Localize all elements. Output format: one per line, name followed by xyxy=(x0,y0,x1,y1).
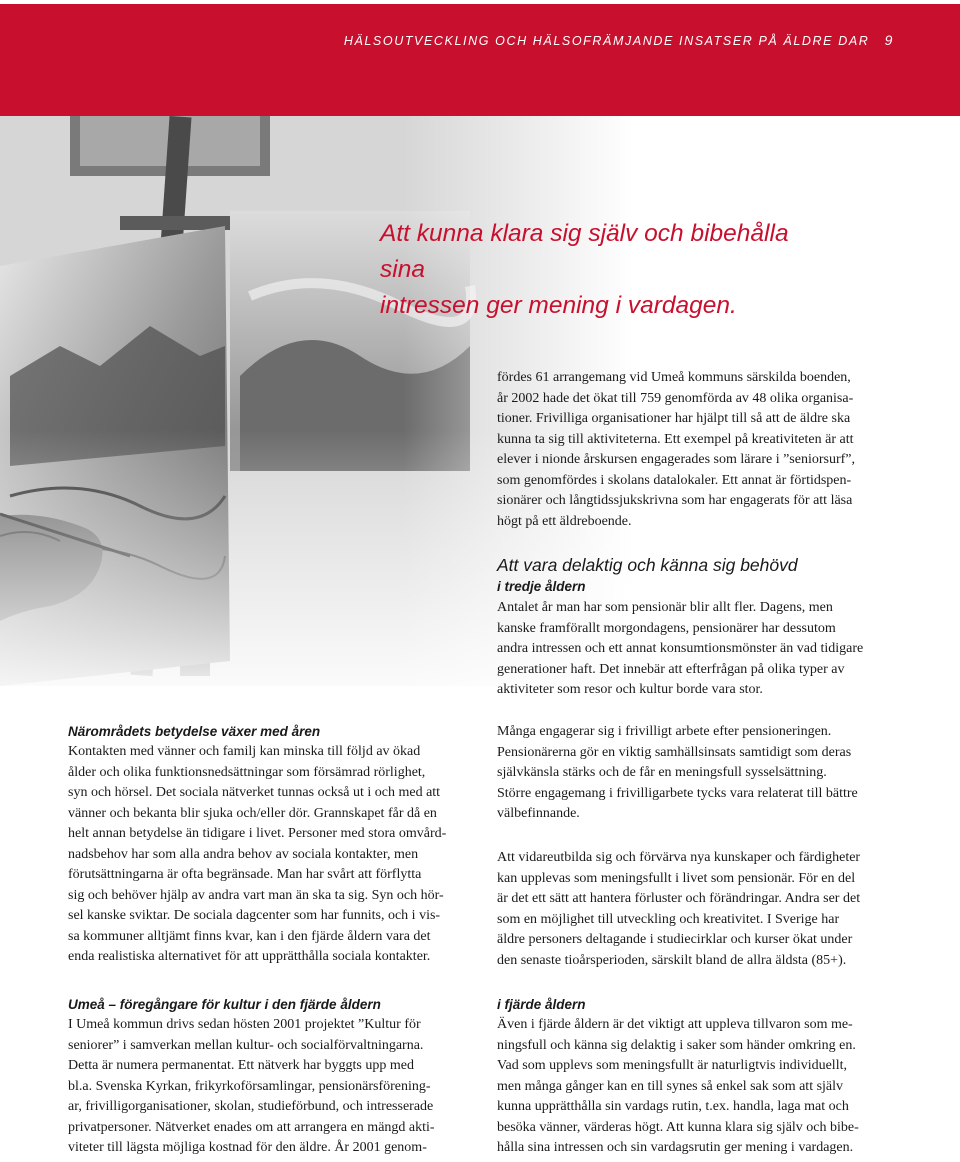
text-line: Många engagerar sig i frivilligt arbete efter pensioneringen. xyxy=(497,724,832,739)
text-line: men många gånger kan en till synes så enkel sak som att själv xyxy=(497,1078,844,1094)
text-line: bl.a. Svenska Kyrkan, frikyrkoförsamlingar, pensionärsförening- xyxy=(68,1078,431,1094)
text-line: seniorer” i samverkan mellan kultur- och socialförvaltningarna. xyxy=(68,1037,424,1053)
pull-quote-line-2: intressen ger mening i vardagen. xyxy=(380,292,737,319)
right-column-top-paragraph xyxy=(497,368,927,532)
section-heading: Umeå – föregångare för kultur i den fjärde åldern xyxy=(68,997,381,1012)
text-line: andra intressen och ett annat konsumtionsmönster än vad tidigare xyxy=(497,641,864,656)
text-line: Att vidareutbilda sig och förvärva nya kunskaper och färdigheter xyxy=(497,850,861,865)
text-line: privatpersoner. Nätverket enades om att arrangera en mängd akti- xyxy=(68,1119,435,1135)
text-line: aktiviteter som resor och kultur borde vara stor. xyxy=(497,682,763,697)
text-line: år 2002 hade det ökat till 759 genomförda av 48 olika organisa- xyxy=(497,390,854,406)
text-line: Kontakten med vänner och familj kan minska till följd av ökad xyxy=(68,744,421,759)
text-line: som genomfördes i skolans datalokaler. Ett annat är förtidspen- xyxy=(497,472,852,488)
text-line: Antalet år man har som pensionär blir allt fler. Dagens, men xyxy=(497,600,833,615)
text-line: enda realistiska alternativet för att upprätthålla sociala kontakter. xyxy=(68,949,431,964)
text-line: ålder och olika funktionsnedsättningar som försämrad rörlighet, xyxy=(68,764,426,780)
text-line: självkänsla stärks och de får en meningsfull sysselsättning. xyxy=(497,765,827,780)
section-umea xyxy=(68,995,478,1159)
running-header xyxy=(344,32,894,48)
text-line: syn och hörsel. Det sociala nätverket tunnas också ut i och med att xyxy=(68,785,441,800)
text-line: I Umeå kommun drivs sedan hösten 2001 projektet ”Kultur för xyxy=(68,1017,421,1032)
text-line: sionärer och långtidssjukskrivna som har engagerats för att läsa xyxy=(497,493,853,508)
text-line: högt på ett äldreboende. xyxy=(497,513,632,529)
section-heading: i fjärde åldern xyxy=(497,997,586,1012)
text-line: välbefinnande. xyxy=(497,806,580,821)
text-line: kanske framförallt morgondagens, pensionärer har dessutom xyxy=(497,620,836,636)
text-line: som en möjlighet till utveckling och kreativitet. I Sverige har xyxy=(497,911,840,927)
text-line: sa kommuner alltjämt finns kvar, kan i den fjärde åldern vara det xyxy=(68,928,431,944)
pull-quote-line-1: Att kunna klara sig själv och bibehålla sina xyxy=(380,220,789,283)
text-line: kunna ta sig till aktiviteterna. Ett exempel på kreativiteten är att xyxy=(497,431,854,447)
text-line: förutsättningarna är ofta begränsade. Man har svårt att förflytta xyxy=(68,867,422,882)
page-number: 9 xyxy=(884,32,894,48)
section-neighbourhood xyxy=(68,722,468,968)
paragraph-education xyxy=(497,848,927,971)
text-line: sel kanske sviktar. De sociala dagcenter som har funnits, och i vis- xyxy=(68,908,441,923)
text-line: Större engagemang i frivilligarbete tycks vara relaterat till bättre xyxy=(497,785,858,801)
text-line: Även i fjärde åldern är det viktigt att uppleva tillvaron som me- xyxy=(497,1017,853,1032)
text-line: vänner och bekanta blir sjuka och/eller dör. Grannskapet får då en xyxy=(68,805,437,821)
text-line: Detta är numera permanentat. Ett nätverk har byggts upp med xyxy=(68,1058,414,1073)
text-line: fördes 61 arrangemang vid Umeå kommuns särskilda boenden, xyxy=(497,370,851,385)
section-subheading: i tredje åldern xyxy=(497,579,586,594)
text-line: ningsfull och känna sig delaktig i saker som händer omkring en. xyxy=(497,1037,856,1053)
pull-quote xyxy=(380,216,840,324)
text-line: tioner. Frivilliga organisationer har hjälpt till så att de äldre ska xyxy=(497,411,851,426)
section-third-age xyxy=(497,553,927,701)
text-line: elever i nionde årskursen engagerades som lärare i ”seniorsurf”, xyxy=(497,452,856,467)
paragraph-volunteer xyxy=(497,722,927,825)
text-line: kunna upprätthålla sin vardags rutin, t.ex. handla, laga mat och xyxy=(497,1099,849,1114)
text-line: Vad som upplevs som meningsfullt är naturligtvis individuellt, xyxy=(497,1058,847,1073)
text-line: besöka vänner, värderas högt. Att kunna klara sig själv och bibe- xyxy=(497,1119,859,1135)
section-heading: Närområdets betydelse växer med åren xyxy=(68,724,321,739)
text-line: viteter till lägsta möjliga kostnad för den äldre. År 2001 genom- xyxy=(68,1140,427,1155)
paragraph xyxy=(497,598,927,701)
header-band xyxy=(0,4,960,116)
text-line: nadsbehov har som alla andra behov av sociala kontakter, men xyxy=(68,846,419,862)
text-line: hålla sina intressen och sin vardagsrutin ger mening i vardagen. xyxy=(497,1140,854,1155)
text-line: helt annan betydelse än tidigare i livet. Personer med stora omvård- xyxy=(68,826,447,841)
running-title: HÄLSOUTVECKLING OCH HÄLSOFRÄMJANDE INSATSER PÅ ÄLDRE DAR xyxy=(343,34,870,48)
text-line: äldre personers deltagande i studiecirklar och kurser ökat under xyxy=(497,932,853,947)
text-line: sig och behöver hjälp av andra vart man än ska ta sig. Syn och hör- xyxy=(68,887,444,903)
text-line: ar, frivilligorganisationer, skolan, studieförbund, och intresserade xyxy=(68,1099,434,1114)
text-line: generationer haft. Det innebär att efterfrågan på olika typer av xyxy=(497,661,845,677)
text-line: Pensionärerna gör en viktig samhällsinsats samtidigt som deras xyxy=(497,744,852,760)
section-fourth-age xyxy=(497,995,927,1159)
section-heading: Att vara delaktig och känna sig behövd xyxy=(497,555,798,575)
text-line: är det ett sätt att hantera förluster och förändringar. Andra ser det xyxy=(497,891,861,906)
text-line: den senaste tioårsperioden, särskilt bland de allra äldsta (85+). xyxy=(497,952,847,968)
text-line: kan upplevas som meningsfullt i livet som pensionär. För en del xyxy=(497,870,856,886)
